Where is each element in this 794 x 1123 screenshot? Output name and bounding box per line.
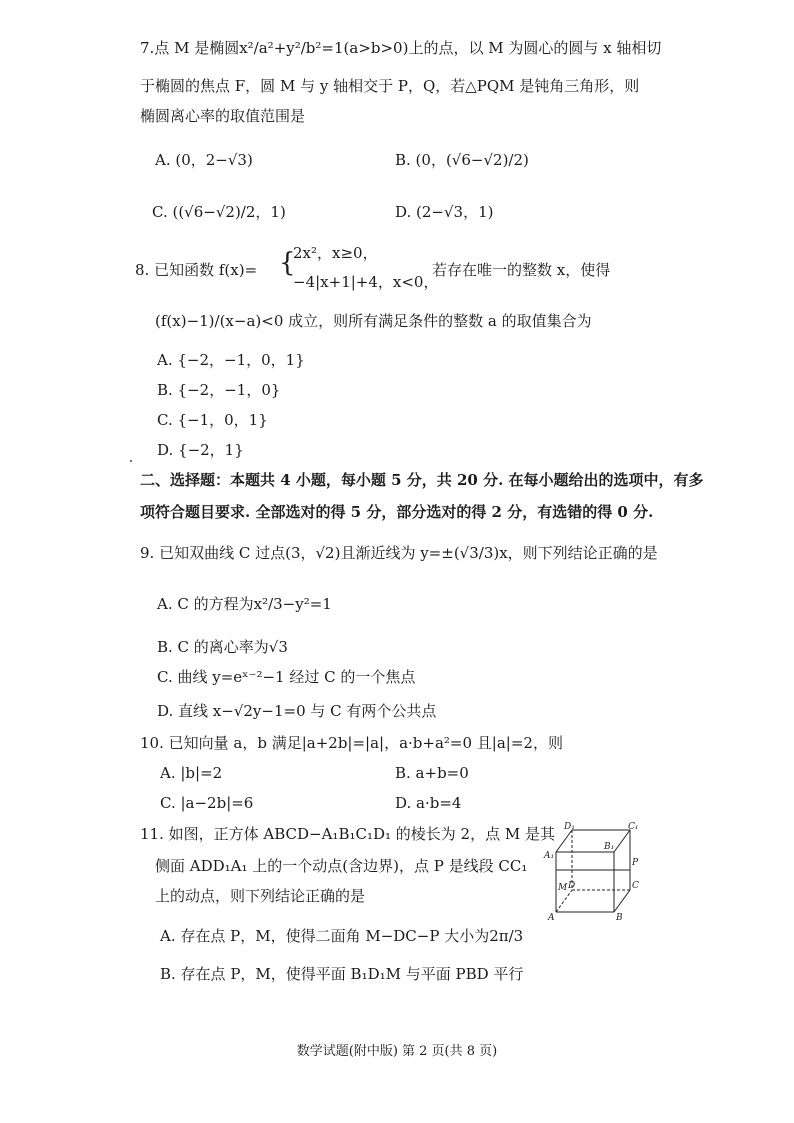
q8-option-a: A. {−2，−1，0，1}: [157, 351, 305, 369]
edge-A-D-hidden: [556, 890, 572, 912]
q8-brace: {: [279, 248, 296, 278]
label-M: M: [558, 883, 568, 893]
label-P: P: [632, 858, 639, 868]
label-A1: A₁: [544, 851, 555, 861]
q11-option-a: A. 存在点 P，M，使得二面角 M−DC−P 大小为2π/3: [160, 927, 524, 945]
edge-B1-C1: [614, 830, 630, 852]
label-A: A: [548, 913, 555, 923]
label-B: B: [616, 913, 623, 923]
q10-option-b: B. a+b=0: [395, 764, 469, 782]
q11-stem-line3: 上的动点，则下列结论正确的是: [155, 887, 366, 905]
section2-line1: 二、选择题：本题共 4 小题，每小题 5 分，共 20 分. 在每小题给出的选项中，有多: [140, 471, 704, 489]
q8-case1: 2x²，x≥0，: [293, 244, 378, 262]
q11-stem-line2: 侧面 ADD₁A₁ 上的一个动点(含边界)，点 P 是线段 CC₁: [155, 857, 528, 875]
label-B1: B₁: [604, 842, 615, 852]
q7-stem-line1: 7.点 M 是椭圆x²/a²+y²/b²=1(a>b>0)上的点，以 M 为圆心的圆与 x 轴相切: [140, 39, 662, 57]
edge-A1-D1: [556, 830, 572, 852]
edge-B-C: [614, 890, 630, 912]
q8-stem-line2: (f(x)−1)/(x−a)<0 成立，则所有满足条件的整数 a 的取值集合为: [155, 312, 592, 330]
cube-diagram: [538, 820, 650, 928]
label-C: C: [632, 881, 639, 891]
q8-suffix: 若存在唯一的整数 x，使得: [432, 261, 611, 279]
label-C1: C₁: [628, 822, 639, 832]
q10-stem: 10. 已知向量 a，b 满足|a+2b|=|a|，a·b+a²=0 且|a|=2，则: [140, 734, 563, 752]
q10-option-c: C. |a−2b|=6: [160, 794, 254, 812]
page-footer: 数学试题(附中版) 第 2 页(共 8 页): [296, 1044, 498, 1059]
q8-option-d: D. {−2，1}: [157, 441, 244, 459]
q9-option-d: D. 直线 x−√2y−1=0 与 C 有两个公共点: [157, 702, 437, 720]
scan-speck: [130, 460, 132, 462]
q8-option-c: C. {−1，0，1}: [157, 411, 268, 429]
q7-option-d: D. (2−√3，1): [395, 203, 494, 221]
q9-option-b: B. C 的离心率为√3: [157, 638, 288, 656]
label-D: D: [568, 881, 576, 891]
q10-option-d: D. a·b=4: [395, 794, 462, 812]
q8-prefix: 8. 已知函数 f(x)=: [135, 261, 258, 279]
q7-stem-line3: 椭圆离心率的取值范围是: [140, 107, 306, 125]
q7-option-a: A. (0，2−√3): [155, 151, 253, 169]
label-D1: D₁: [564, 822, 575, 832]
q9-option-c: C. 曲线 y=eˣ⁻²−1 经过 C 的一个焦点: [157, 668, 416, 686]
q9-option-a: A. C 的方程为x²/3−y²=1: [157, 595, 332, 613]
q7-stem-line2: 于椭圆的焦点 F，圆 M 与 y 轴相交于 P，Q，若△PQM 是钝角三角形，则: [140, 77, 640, 95]
q9-stem: 9. 已知双曲线 C 过点(3，√2)且渐近线为 y=±(√3/3)x，则下列结论正确的是: [140, 544, 658, 562]
q10-option-a: A. |b|=2: [160, 764, 223, 782]
section2-line2: 项符合题目要求. 全部选对的得 5 分，部分选对的得 2 分，有选错的得 0 分.: [140, 503, 654, 521]
q7-option-b: B. (0，(√6−√2)/2): [395, 151, 529, 169]
q11-stem-line1: 11. 如图，正方体 ABCD−A₁B₁C₁D₁ 的棱长为 2，点 M 是其: [140, 825, 555, 843]
q11-option-b: B. 存在点 P，M，使得平面 B₁D₁M 与平面 PBD 平行: [160, 965, 524, 983]
q7-option-c: C. ((√6−√2)/2，1): [152, 203, 286, 221]
q8-case2: −4|x+1|+4，x<0，: [293, 273, 439, 291]
q8-option-b: B. {−2，−1，0}: [157, 381, 281, 399]
